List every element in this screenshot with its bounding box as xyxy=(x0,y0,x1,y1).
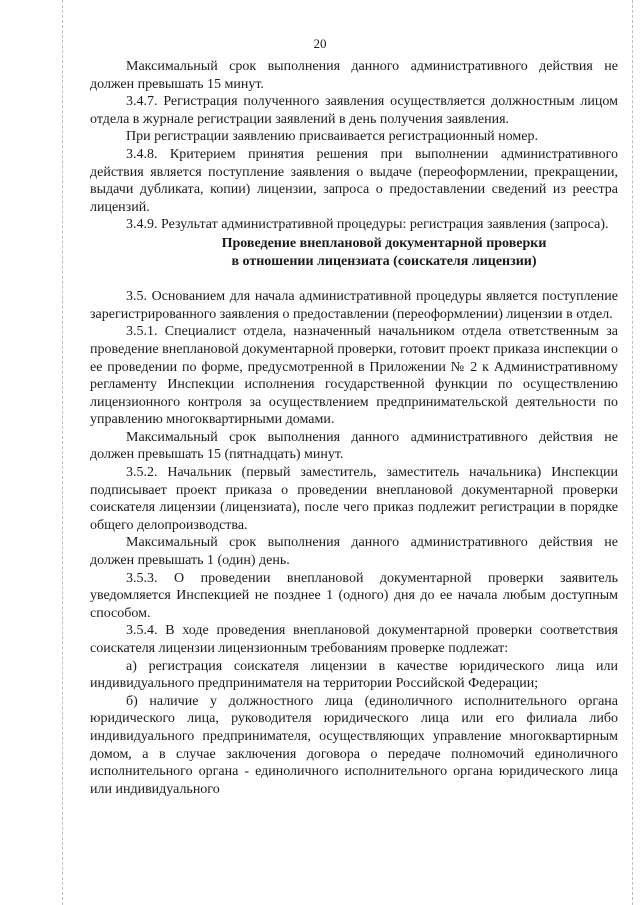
paragraph: 3.4.8. Критерием принятия решения при выполнении административного действия является поступление заявления о выдаче (переоформлении, прекращении, выдачи дубликата, копии) лицензии, запроса о предоставлении сведений из реестра лицензий. xyxy=(90,146,618,215)
paragraph: При регистрации заявлению присваивается регистрационный номер. xyxy=(126,129,538,145)
paragraph: Максимальный срок выполнения данного административного действия не должен превышать 15 (пятнадцать) минут. xyxy=(90,429,618,463)
right-page-edge xyxy=(632,0,633,905)
paragraph: 3.5.3. О проведении внеплановой документарной проверки заявитель уведомляется Инспекцией не позднее 1 (одного) дня до ее начала любым доступным способом. xyxy=(90,570,618,621)
paragraph: 3.5.4. В ходе проведения внеплановой документарной проверки соответствия соискателя лицензии лицензионным требованиям проверке подлежат: xyxy=(90,623,618,656)
document-body xyxy=(90,58,618,798)
paragraph: 3.5.2. Начальник (первый заместитель, заместитель начальника) Инспекции подписывает проект приказа о проведении внеплановой документарной проверки соискателя лицензии (лицензиата), после чего приказ подлежит регистрации в порядке общего делопроизводства. xyxy=(90,465,618,533)
paragraph: 3.5.1. Специалист отдела, назначенный начальником отдела ответственным за проведение внеплановой документарной проверки, готовит проект приказа инспекции о ее проведении по форме, предусмотренной в Приложении № 2 к Административному регламенту Инспекции исполнения государственной функции по осуществлению лицензионного контроля за осуществлением предпринимательской деятельности по управлению многоквартирными домами. xyxy=(90,324,618,428)
section-heading-line: в отношении лицензиата (соискателя лицензии) xyxy=(231,253,537,269)
page-number: 20 xyxy=(313,36,327,51)
paragraph: 3.4.9. Результат административной процедуры: регистрация заявления (запроса). xyxy=(126,217,609,233)
section-heading-line: Проведение внеплановой документарной проверки xyxy=(221,235,547,251)
list-item: б) наличие у должностного лица (единоличного исполнительного органа юридического лица, руководителя юридического лица или его филиала либо индивидуального предпринимателя, осуществляющих управление многоквартирным домом, а в случае заключения договора о передаче полномочий единоличного исполнительного органа - единоличного исполнительного органа юридического лица или индивидуального xyxy=(90,693,618,797)
section-heading xyxy=(90,235,618,270)
paragraph: 3.5. Основанием для начала административной процедуры является поступление зарегистрированного заявления о предоставлении (переоформлении) лицензии в отдел. xyxy=(90,289,618,322)
left-page-edge xyxy=(62,0,63,905)
list-item: а) регистрация соискателя лицензии в качестве юридического лица или индивидуального предпринимателя на территории Российской Федерации; xyxy=(90,658,618,692)
paragraph: Максимальный срок выполнения данного административного действия не должен превышать 1 (один) день. xyxy=(90,535,618,569)
paragraph: Максимальный срок выполнения данного административного действия не должен превышать 15 минут. xyxy=(90,59,618,92)
paragraph: 3.4.7. Регистрация полученного заявления осуществляется должностным лицом отдела в журнале регистрации заявлений в день получения заявления. xyxy=(90,94,618,127)
